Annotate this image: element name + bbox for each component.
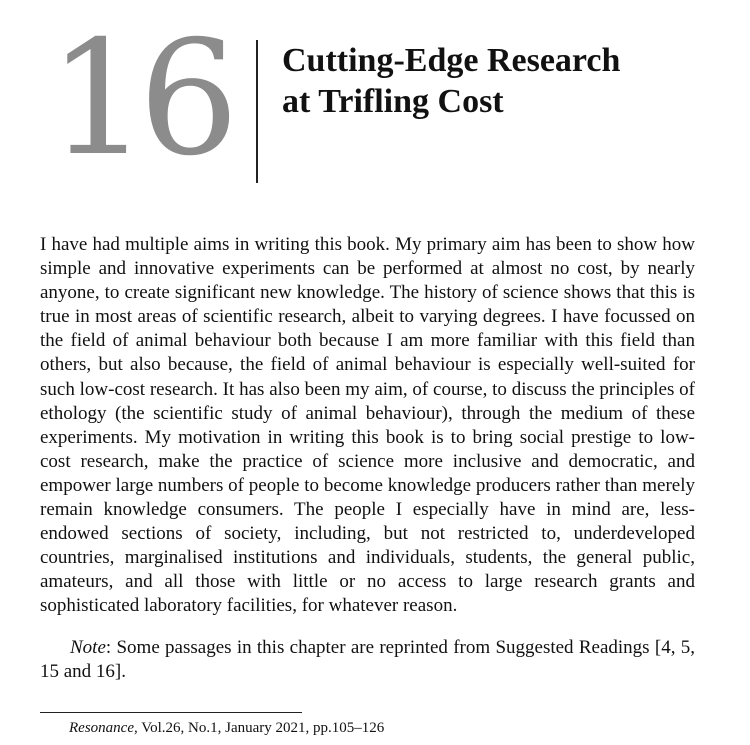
note-paragraph <box>40 636 695 684</box>
title-divider <box>256 40 258 183</box>
citation <box>69 719 384 737</box>
citation-journal: Resonance <box>69 720 134 736</box>
body-paragraph: I have had multiple aims in writing this book. My primary aim has been to show how simple and innovative experiments can be performed at almost no cost, by nearly anyone, to create significant new knowledge. The history of science shows that this is true in most areas of scientific research, albeit to varying degrees. I have focussed on the field of animal behaviour both because I am more familiar with this field than others, but also because, the field of animal behaviour is especially well-suited for such low-cost research. It has also been my aim, of course, to discuss the principles of ethology (the scientific study of animal behaviour), through the medium of these experiments. My motivation in writing this book is to bring social prestige to low-cost research, make the practice of science more inclusive and democratic, and empower large numbers of people to become knowledge producers rather than merely remain knowledge consumers. The people I especially have in mind are, less-endowed sections of society, including, but not restricted to, underdeveloped countries, marginalised institutions and individuals, students, the general public, amateurs, and all those with little or no access to large research grants and sophisticated laboratory facilities, for whatever reason. <box>40 234 695 617</box>
chapter-title-line-1: Cutting-Edge Research <box>282 42 621 79</box>
chapter-title <box>282 40 620 122</box>
chapter-title-line-2: at Trifling Cost <box>282 83 504 120</box>
chapter-number: 16 <box>48 7 230 191</box>
footnote-rule <box>40 712 302 713</box>
note-label: Note <box>70 637 106 658</box>
citation-details: , Vol.26, No.1, January 2021, pp.105–126 <box>133 720 385 736</box>
note-text: : Some passages in this chapter are reprinted from Suggested Readings [4, 5, 15 and 16]. <box>40 637 695 683</box>
